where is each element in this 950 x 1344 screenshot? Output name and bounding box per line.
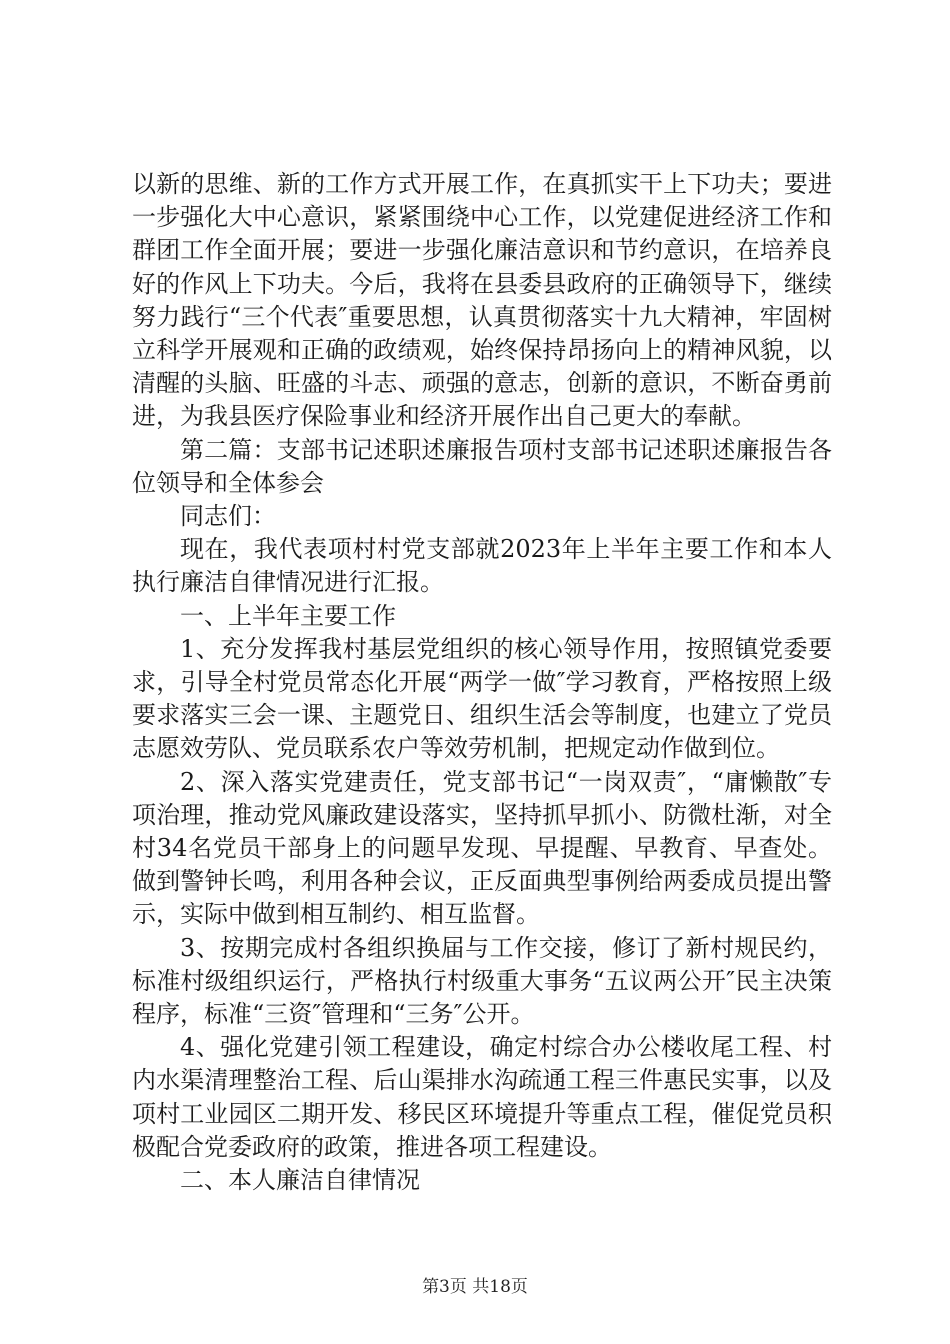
paragraph-section-two-title: 第二篇：支部书记述职述廉报告项村支部书记述职述廉报告各位领导和全体参会 [132,435,832,497]
heading-self-discipline: 二、本人廉洁自律情况 [180,1166,420,1195]
paragraph-item-4: 4、强化党建引领工程建设，确定村综合办公楼收尾工程、村内水渠清理整治工程、后山渠排水沟疏通工程三件惠民实事，以及项村工业园区二期开发、移民区环境提升等重点工程，催促党员积极配合党委政府的政策，推进各项工程建设。 [132,1033,832,1161]
paragraph-item-3: 3、按期完成村各组织换届与工作交接，修订了新村规民约，标准村级组织运行，严格执行村级重大事务“五议两公开″民主决策程序，标准“三资″管理和“三务″公开。 [132,933,832,1029]
page-number-footer: 第3页 共18页 [422,1277,528,1297]
heading-main-work: 一、上半年主要工作 [180,601,396,630]
paragraph-closing-summary: 以新的思维、新的工作方式开展工作，在真抓实干上下功夫；要进一步强化大中心意识，紧紧围绕中心工作，以党建促进经济工作和群团工作全面开展；要进一步强化廉洁意识和节约意识，在培养良好的作风上下功夫。今后，我将在县委县政府的正确领导下，继续努力践行“三个代表″重要思想，认真贯彻落实十九大精神，牢固树立科学开展观和正确的政绩观，始终保持昂扬向上的精神风貌，以清醒的头脑、旺盛的斗志、顽强的意志，创新的意识，不断奋勇前进，为我县医疗保险事业和经济开展作出自己更大的奉献。 [132,170,832,431]
paragraph-item-2: 2、深入落实党建责任，党支部书记“一岗双责″，“庸懒散″专项治理，推动党风廉政建设落实，坚持抓早抓小、防微杜渐，对全村34名党员干部身上的问题早发现、早提醒、早教育、早查处。做到警钟长鸣，利用各种会议，正反面典型事例给两委成员提出警示，实际中做到相互制约、相互监督。 [132,767,832,929]
paragraph-intro: 现在，我代表项村村党支部就2023年上半年主要工作和本人执行廉洁自律情况进行汇报。 [132,535,832,597]
paragraph-salutation: 同志们： [180,502,276,531]
document-body [132,168,832,1197]
paragraph-item-1: 1、充分发挥我村基层党组织的核心领导作用，按照镇党委要求，引导全村党员常态化开展“两学一做″学习教育，严格按照上级要求落实三会一课、主题党日、组织生活会等制度，也建立了党员志愿效劳队、党员联系农户等效劳机制，把规定动作做到位。 [132,634,832,763]
